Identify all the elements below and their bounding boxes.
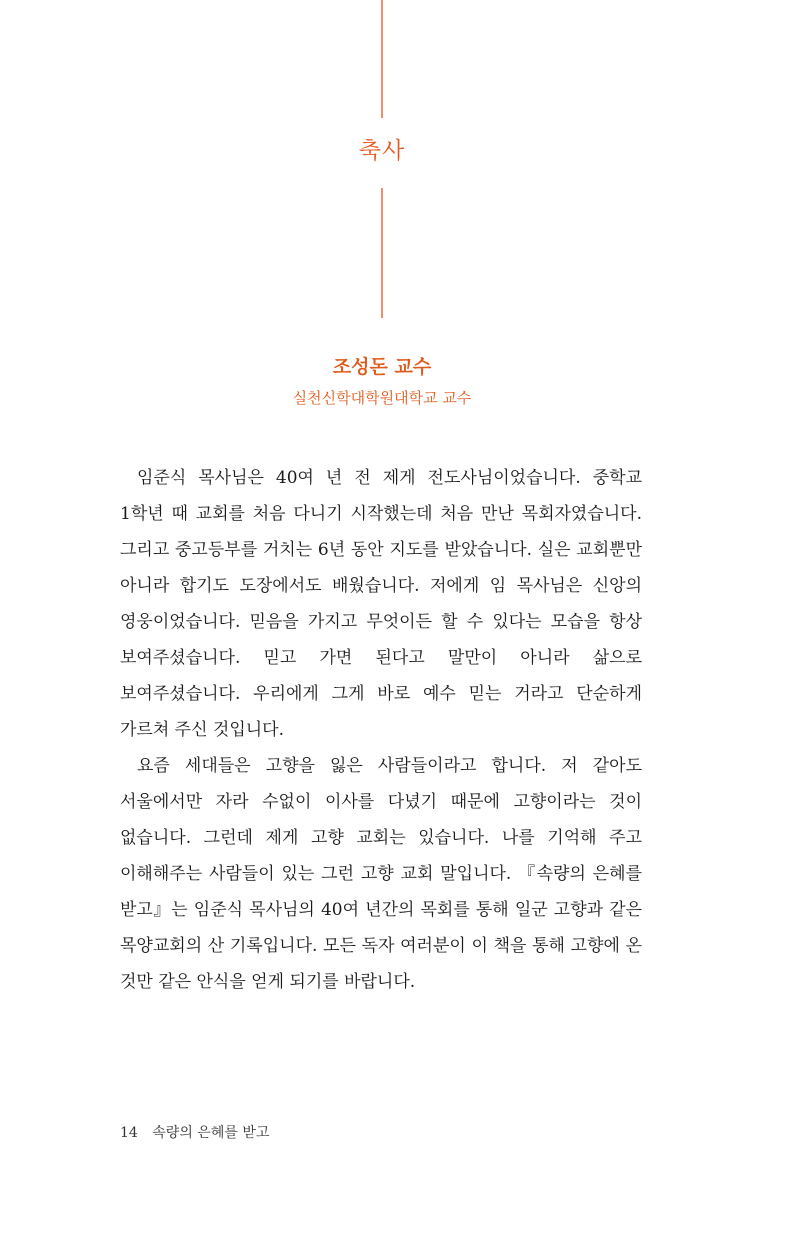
- page-footer: [120, 1122, 269, 1142]
- section-title: 축사: [358, 138, 406, 164]
- page-number: 14: [120, 1125, 138, 1141]
- decorative-line-top: [381, 0, 383, 118]
- paragraph-2: 요즘 세대들은 고향을 잃은 사람들이라고 합니다. 저 같아도 서울에서만 자라 수없이 이사를 다녔기 때문에 고향이라는 것이 없습니다. 그런데 제게 고향 교회는 있습니다. 나를 기억해 주고 이해해주는 사람들이 있는 그런 고향 교회 말입니다. 『속량의 은혜를 받고』는 임준식 목사님의 40여 년간의 목회를 통해 일군 고향과 같은 목양교회의 산 기록입니다. 모든 독자 여러분이 이 책을 통해 고향에 온 것만 같은 안식을 얻게 되기를 바랍니다.: [120, 756, 642, 992]
- decorative-line-bottom: [381, 188, 383, 318]
- author-affiliation: 실천신학대학원대학교 교수: [292, 389, 472, 407]
- running-title: 속량의 은혜를 받고: [152, 1125, 270, 1141]
- author-name: 조성돈 교수: [332, 356, 432, 378]
- body-text: [120, 460, 642, 1000]
- paragraph-1: 임준식 목사님은 40여 년 전 제게 전도사님이었습니다. 중학교 1학년 때 교회를 처음 다니기 시작했는데 처음 만난 목회자였습니다. 그리고 중고등부를 거치는 6년 동안 지도를 받았습니다. 실은 교회뿐만 아니라 합기도 도장에서도 배웠습니다. 저에게 임 목사님은 신앙의 영웅이었습니다. 믿음을 가지고 무엇이든 할 수 있다는 모습을 항상 보여주셨습니다. 믿고 가면 된다고 말만이 아니라 삶으로 보여주셨습니다. 우리에게 그게 바로 예수 믿는 거라고 단순하게 가르쳐 주신 것입니다.: [120, 468, 642, 740]
